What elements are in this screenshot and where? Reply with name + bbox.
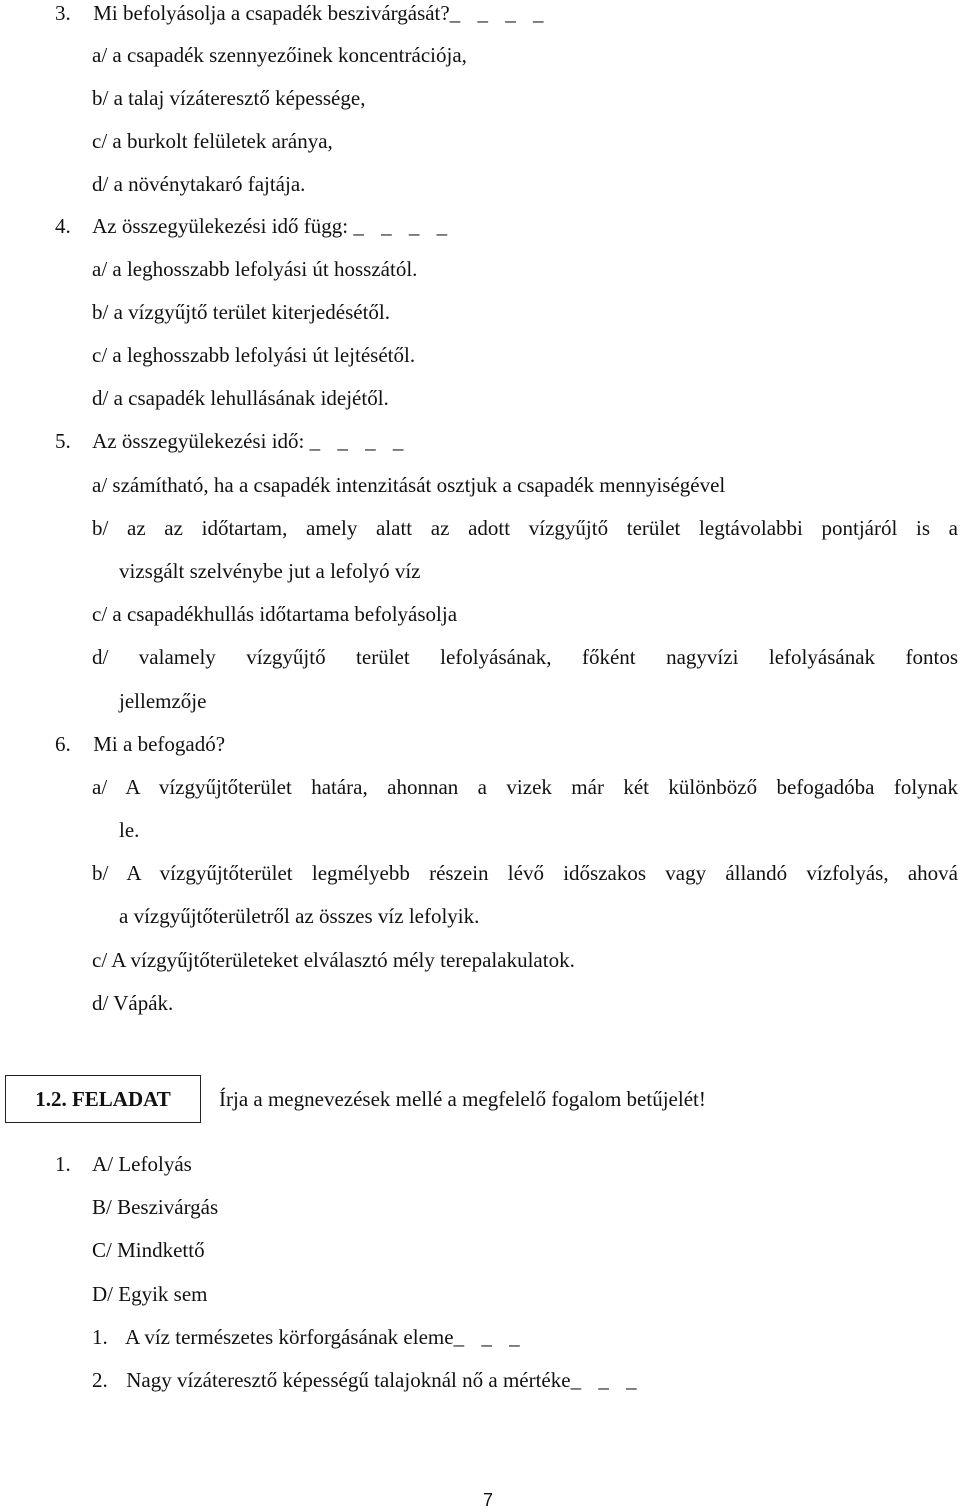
term-2 (92, 1367, 643, 1393)
option-b-continued: vizsgált szelvénybe jut a lefolyó víz (119, 559, 421, 583)
list-item-c: C/ Mindkettő (92, 1238, 205, 1262)
question-number: 6. (55, 732, 71, 756)
option-c: c/ a csapadékhullás időtartama befolyásolja (92, 602, 458, 626)
answer-blank: _ _ _ _ (353, 214, 454, 238)
question-text: Mi a befogadó? (93, 732, 226, 756)
term-number: 2. (92, 1368, 108, 1392)
term-text: Nagy vízáteresztő képességű talajoknál nő a mértéke (126, 1368, 571, 1392)
option-d: d/ a növénytakaró fajtája. (92, 172, 306, 196)
option-b: b/ a vízgyűjtő terület kiterjedésétől. (92, 300, 390, 324)
list-item-b: B/ Beszivárgás (92, 1195, 219, 1219)
term-number: 1. (92, 1325, 108, 1349)
list-number: 1. (55, 1152, 71, 1176)
term-text: A víz természetes körforgásának eleme (125, 1325, 454, 1349)
option-d: d/ valamely vízgyűjtő terület lefolyásának, főként nagyvízi lefolyásának fontos (92, 645, 958, 669)
option-d: d/ a csapadék lehullásának idejétől. (92, 386, 389, 410)
task-label: 1.2. FELADAT (35, 1086, 171, 1111)
question-number: 4. (55, 214, 71, 238)
question-5 (55, 428, 409, 454)
question-number: 3. (55, 1, 71, 25)
question-4 (55, 213, 453, 239)
task-instruction: Írja a megnevezések mellé a megfelelő fogalom betűjelét! (219, 1087, 706, 1111)
question-text: Az összegyülekezési idő: (92, 429, 305, 453)
option-a: a/ A vízgyűjtőterület határa, ahonnan a vizek már két különböző befogadóba folynak (92, 775, 958, 799)
answer-blank: _ _ _ _ (309, 429, 410, 453)
answer-blank: _ _ _ (453, 1325, 526, 1349)
task-label-box (5, 1075, 201, 1123)
list-item-d: D/ Egyik sem (92, 1282, 208, 1306)
list-label: A/ Lefolyás (92, 1152, 192, 1176)
term-1 (92, 1324, 526, 1350)
option-b: b/ A vízgyűjtőterület legmélyebb részein lévő időszakos vagy állandó vízfolyás, ahová (92, 861, 958, 885)
option-a-continued: le. (119, 818, 140, 842)
list-item-a (55, 1151, 192, 1177)
option-d-continued: jellemzője (119, 689, 207, 713)
option-c: c/ A vízgyűjtőterületeket elválasztó mély terepalakulatok. (92, 948, 575, 972)
question-text: Mi befolyásolja a csapadék beszivárgását? (93, 1, 450, 25)
option-a: a/ a leghosszabb lefolyási út hosszától. (92, 257, 418, 281)
option-b: b/ az az időtartam, amely alatt az adott vízgyűjtő terület legtávolabbi pontjáról is a (92, 516, 958, 540)
option-b: b/ a talaj vízáteresztő képessége, (92, 86, 366, 110)
option-c: c/ a leghosszabb lefolyási út lejtésétől. (92, 343, 416, 367)
option-a: a/ számítható, ha a csapadék intenzitását osztjuk a csapadék mennyiségével (92, 473, 726, 497)
answer-blank: _ _ _ _ (449, 1, 550, 25)
option-a: a/ a csapadék szennyezőinek koncentrációja, (92, 43, 467, 67)
question-3 (55, 0, 549, 26)
page-number: 7 (482, 1490, 493, 1510)
option-d: d/ Vápák. (92, 991, 174, 1015)
question-text: Az összegyülekezési idő függ: (92, 214, 349, 238)
question-6 (55, 731, 225, 757)
option-c: c/ a burkolt felületek aránya, (92, 129, 333, 153)
answer-blank: _ _ _ (570, 1368, 643, 1392)
option-b-continued: a vízgyűjtőterületről az összes víz lefolyik. (119, 904, 480, 928)
question-number: 5. (55, 429, 71, 453)
